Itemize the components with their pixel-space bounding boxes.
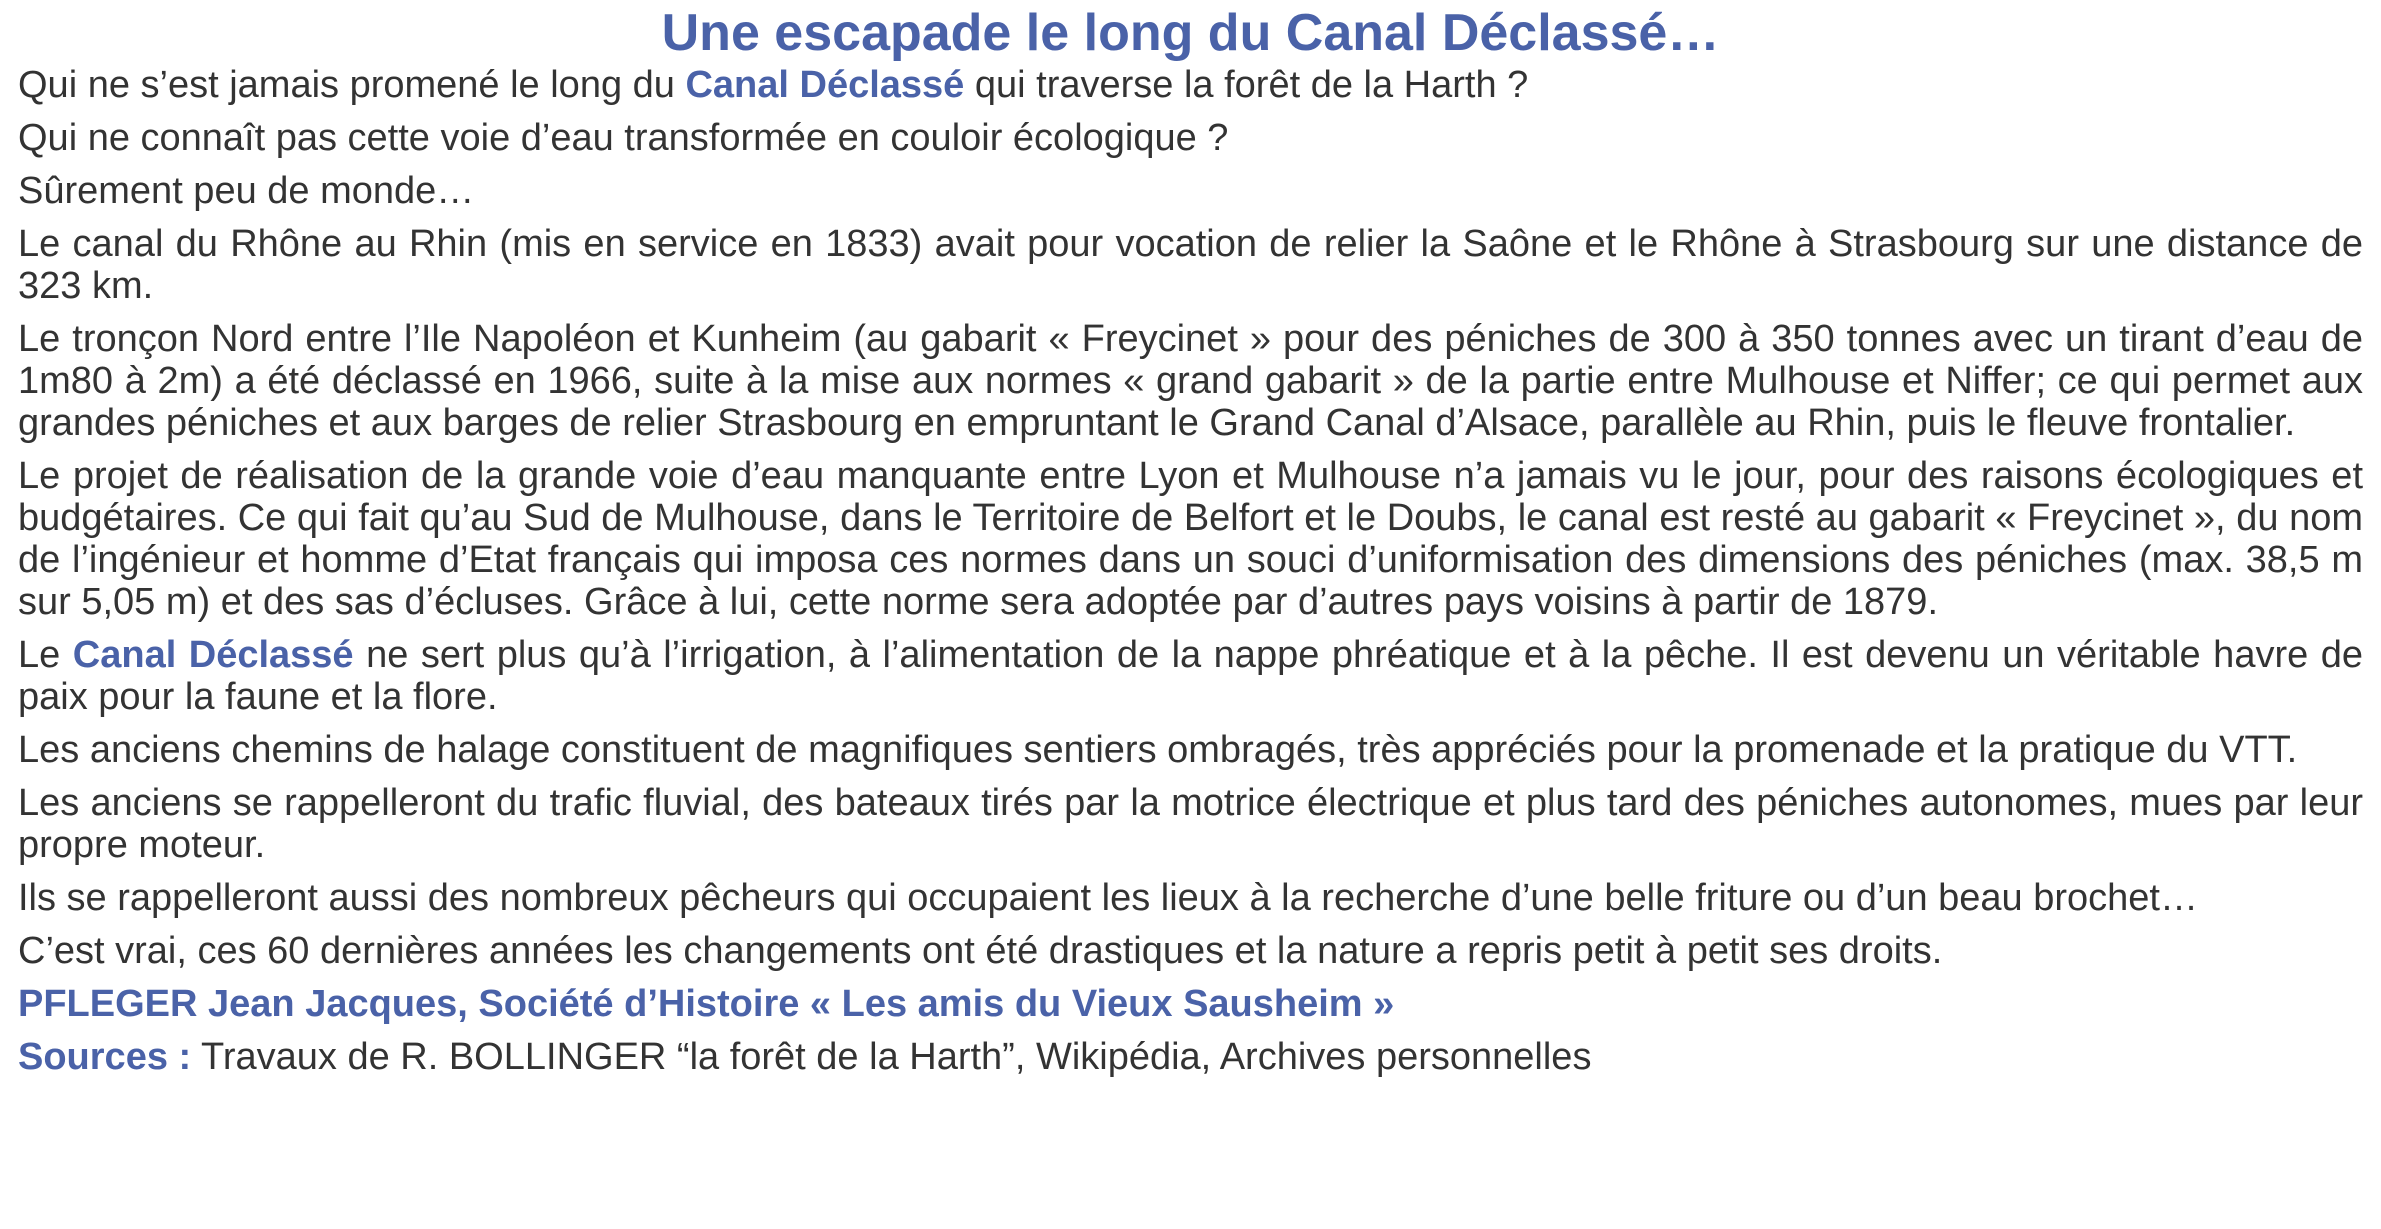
sources-line (18, 1036, 2363, 1078)
canal-declasse-highlight: Canal Déclassé (72, 634, 354, 676)
paragraph-9: Les anciens se rappelleront du trafic fluvial, des bateaux tirés par la motrice électrique et plus tard des péniches autonomes, mues par leur propre moteur. (18, 782, 2363, 866)
paragraph-8: Les anciens chemins de halage constituent de magnifiques sentiers ombragés, très appréciés pour la promenade et la pratique du VTT. (18, 729, 2298, 771)
paragraph-1 (18, 64, 2363, 106)
paragraph-5: Le tronçon Nord entre l’Ile Napoléon et Kunheim (au gabarit « Freycinet » pour des péniches de 300 à 350 tonnes avec un tirant d’eau de 1m80 à 2m) a été déclassé en 1966, suite à la mise aux normes « grand gabarit » de la partie entre Mulhouse et Niffer; ce qui permet aux grandes péniches et aux barges de relier Strasbourg en empruntant le Grand Canal d’Alsace, parallèle au Rhin, puis le fleuve frontalier. (18, 318, 2363, 444)
paragraph-3: Sûrement peu de monde… (18, 170, 475, 212)
sources-text: Travaux de R. BOLLINGER “la forêt de la Harth”, Wikipédia, Archives personnelles (191, 1036, 1592, 1078)
paragraph-7-text-before: Le (18, 634, 73, 676)
sources-label: Sources : (18, 1036, 192, 1078)
paragraph-1-text-after: qui traverse la forêt de la Harth ? (964, 64, 1529, 106)
paragraph-2: Qui ne connaît pas cette voie d’eau transformée en couloir écologique ? (18, 117, 1229, 159)
paragraph-6: Le projet de réalisation de la grande voie d’eau manquante entre Lyon et Mulhouse n’a jamais vu le jour, pour des raisons écologiques et budgétaires. Ce qui fait qu’au Sud de Mulhouse, dans le Territoire de Belfort et le Doubs, le canal est resté au gabarit « Freycinet », du nom de l’ingénieur et homme d’Etat français qui imposa ces normes dans un souci d’uniformisation des dimensions des péniches (max. 38,5 m sur 5,05 m) et des sas d’écluses. Grâce à lui, cette norme sera adoptée par d’autres pays voisins à partir de 1879. (18, 455, 2363, 623)
page-title: Une escapade le long du Canal Déclassé… (661, 4, 1720, 62)
paragraph-1-text-before: Qui ne s’est jamais promené le long du (18, 64, 686, 106)
paragraph-4: Le canal du Rhône au Rhin (mis en service en 1833) avait pour vocation de relier la Saône et le Rhône à Strasbourg sur une distance de 323 km. (18, 223, 2363, 307)
paragraph-11: C’est vrai, ces 60 dernières années les changements ont été drastiques et la nature a repris petit à petit ses droits. (18, 930, 1943, 972)
author-signature: PFLEGER Jean Jacques, Société d’Histoire « Les amis du Vieux Sausheim » (18, 983, 1395, 1025)
paragraph-7-text-after: ne sert plus qu’à l’irrigation, à l’alimentation de la nappe phréatique et à la pêche. Il est devenu un véritable havre de paix pour la faune et la flore. (18, 634, 2364, 718)
canal-declasse-highlight: Canal Déclassé (685, 64, 965, 106)
paragraph-7 (18, 634, 2363, 718)
paragraph-10: Ils se rappelleront aussi des nombreux pêcheurs qui occupaient les lieux à la recherche d’une belle friture ou d’un beau brochet… (18, 877, 2198, 919)
